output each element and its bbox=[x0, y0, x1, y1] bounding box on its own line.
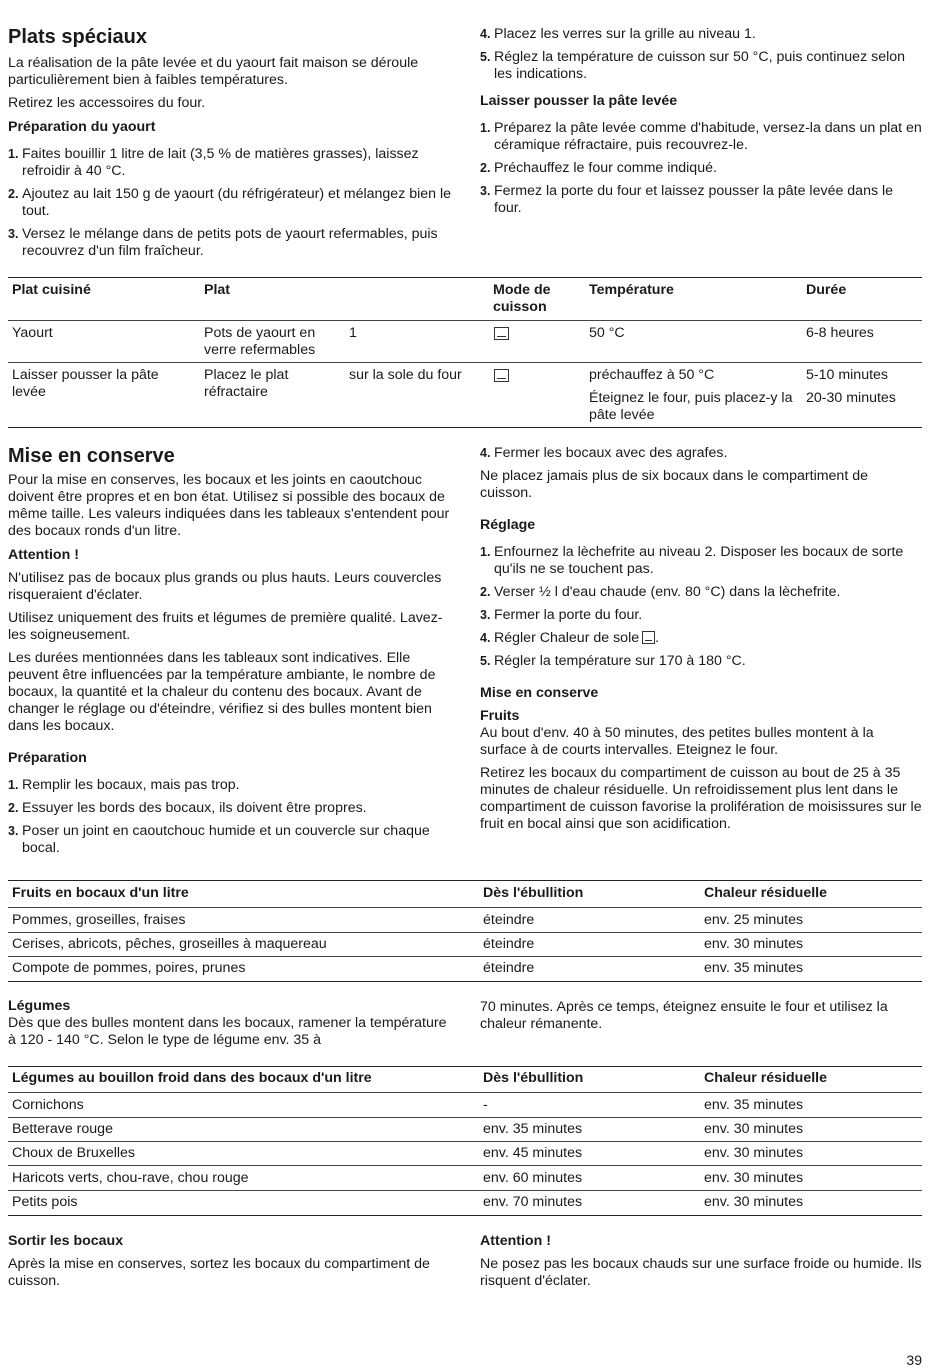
attention-heading: Attention ! bbox=[8, 547, 79, 563]
attention-text: N'utilisez pas de bocaux plus grands ou plus hauts. Leurs couvercles risqueraient d'éclater. bbox=[8, 570, 442, 603]
table-cell: env. 25 minutes bbox=[704, 912, 804, 928]
table-rule bbox=[8, 1092, 922, 1093]
sortir-heading: Sortir les bocaux bbox=[8, 1233, 124, 1249]
bottom-heat-icon bbox=[494, 369, 509, 382]
table-cell: env. 35 minutes bbox=[704, 1097, 804, 1113]
bottom-heat-icon bbox=[642, 631, 655, 644]
list-item bbox=[8, 226, 453, 260]
table-cell: env. 30 minutes bbox=[704, 1170, 804, 1186]
conserve-left-column bbox=[8, 444, 453, 857]
table-rule bbox=[8, 1066, 922, 1067]
step-text: Poser un joint en caoutchouc humide et un couvercle sur chaque bocal. bbox=[22, 823, 430, 856]
table-cell: éteindre bbox=[483, 960, 535, 976]
list-item bbox=[8, 777, 453, 794]
step-number: 2. bbox=[8, 187, 19, 201]
table-header: Fruits en bocaux d'un litre bbox=[12, 885, 189, 901]
table-rule bbox=[8, 427, 922, 428]
attention-text: Ne posez pas les bocaux chauds sur une surface froide ou humide. Ils risquent d'éclater. bbox=[480, 1256, 922, 1289]
table-cell: Cornichons bbox=[12, 1097, 84, 1113]
list-item bbox=[480, 26, 922, 43]
max-six-note: Ne placez jamais plus de six bocaux dans le compartiment de cuisson. bbox=[480, 468, 868, 501]
table-cell: éteindre bbox=[483, 912, 535, 928]
list-item bbox=[480, 183, 922, 217]
step-text: Placez les verres sur la grille au niveau 1. bbox=[494, 26, 756, 42]
table-rule bbox=[8, 277, 922, 278]
table-header: Chaleur résiduelle bbox=[704, 885, 828, 901]
plats-intro: La réalisation de la pâte levée et du yaourt fait maison se déroule particulièrement bien à faibles températures. bbox=[8, 55, 419, 88]
list-item bbox=[480, 120, 922, 154]
table-header: Mode de cuisson bbox=[493, 282, 551, 315]
step-text: Enfournez la lèchefrite au niveau 2. Disposer les bocaux de sorte qu'ils ne se touchent pas. bbox=[494, 544, 904, 577]
table-cell: 50 °C bbox=[589, 325, 625, 341]
step-text: Régler la température sur 170 à 180 °C. bbox=[494, 653, 746, 669]
yaourt-steps-list bbox=[8, 146, 453, 260]
table-cell: Cerises, abricots, pêches, groseilles à maquereau bbox=[12, 936, 327, 952]
table-rule bbox=[8, 1117, 922, 1118]
step-number: 4. bbox=[480, 446, 491, 460]
plats-remove: Retirez les accessoires du four. bbox=[8, 95, 206, 111]
table-cell: - bbox=[483, 1097, 488, 1113]
table-cell: Yaourt bbox=[12, 325, 53, 341]
step-number: 2. bbox=[480, 585, 491, 599]
table-rule bbox=[8, 932, 922, 933]
list-item bbox=[480, 445, 922, 462]
table-header: Chaleur résiduelle bbox=[704, 1070, 828, 1086]
table-cell: Compote de pommes, poires, prunes bbox=[12, 960, 246, 976]
table-cell: 5-10 minutes bbox=[806, 367, 889, 383]
list-item bbox=[480, 630, 922, 647]
step-number: 2. bbox=[8, 801, 19, 815]
table-header: Dès l'ébullition bbox=[483, 1070, 584, 1086]
table-cell: 6-8 heures bbox=[806, 325, 874, 341]
fruits-heading: Fruits bbox=[480, 708, 520, 724]
step-number: 5. bbox=[480, 50, 491, 64]
pate-heading: Laisser pousser la pâte levée bbox=[480, 93, 678, 109]
table-rule bbox=[8, 956, 922, 957]
step-text: Fermer la porte du four. bbox=[494, 607, 643, 623]
table-rule bbox=[8, 1215, 922, 1216]
step-text: Préchauffez le four comme indiqué. bbox=[494, 160, 717, 176]
table-cell: env. 45 minutes bbox=[483, 1145, 583, 1161]
plats-right-column bbox=[480, 26, 922, 217]
table-rule bbox=[8, 981, 922, 982]
step-number: 1. bbox=[8, 147, 19, 161]
list-item bbox=[480, 49, 922, 83]
table-cell: Placez le plat réfractaire bbox=[204, 367, 289, 400]
table-cell: env. 70 minutes bbox=[483, 1194, 583, 1210]
list-item bbox=[480, 653, 922, 670]
step-number: 3. bbox=[480, 184, 491, 198]
table-cell: Haricots verts, chou-rave, chou rouge bbox=[12, 1170, 249, 1186]
sortir-text: Après la mise en conserves, sortez les bocaux du compartiment de cuisson. bbox=[8, 1256, 430, 1289]
step-number: 2. bbox=[480, 161, 491, 175]
table-cell: Betterave rouge bbox=[12, 1121, 113, 1137]
table-header: Légumes au bouillon froid dans des bocaux d'un litre bbox=[12, 1070, 372, 1086]
list-item bbox=[8, 146, 453, 180]
list-item bbox=[8, 800, 453, 817]
attention-heading: Attention ! bbox=[480, 1233, 551, 1249]
table-header: Plat cuisiné bbox=[12, 282, 91, 298]
step-number: 5. bbox=[480, 654, 491, 668]
step-number: 1. bbox=[8, 778, 19, 792]
table-rule bbox=[8, 1190, 922, 1191]
table-header: Plat bbox=[204, 282, 231, 298]
step-number: 1. bbox=[480, 121, 491, 135]
preparation-heading: Préparation bbox=[8, 750, 87, 766]
table-header: Dès l'ébullition bbox=[483, 885, 584, 901]
table-cell: env. 35 minutes bbox=[704, 960, 804, 976]
legumes-right bbox=[480, 999, 922, 1033]
table-cell: Pommes, groseilles, fraises bbox=[12, 912, 186, 928]
step-text: Fermer les bocaux avec des agrafes. bbox=[494, 445, 728, 461]
table-cell: Petits pois bbox=[12, 1194, 78, 1210]
plats-title: Plats spéciaux bbox=[8, 26, 147, 48]
step-number: 1. bbox=[480, 545, 491, 559]
step-text: Préparez la pâte levée comme d'habitude, versez-la dans un plat en céramique réfractaire, puis recouvrez-le. bbox=[494, 120, 922, 153]
table-cell: 20-30 minutes bbox=[806, 390, 896, 406]
sortir-left bbox=[8, 1233, 453, 1290]
list-item bbox=[8, 823, 453, 857]
step-text: Régler Chaleur de sole bbox=[494, 630, 640, 646]
step-number: 3. bbox=[480, 608, 491, 622]
list-item bbox=[480, 607, 922, 624]
table-cell: préchauffez à 50 °C bbox=[589, 367, 715, 383]
legumes-text: 70 minutes. Après ce temps, éteignez ensuite le four et utilisez la chaleur rémanente. bbox=[480, 999, 888, 1032]
table-cell: env. 30 minutes bbox=[704, 1194, 804, 1210]
list-item bbox=[8, 186, 453, 220]
plats-left-column bbox=[8, 25, 453, 260]
table-cell: env. 35 minutes bbox=[483, 1121, 583, 1137]
table-cell: 1 bbox=[349, 325, 357, 341]
step-text: Versez le mélange dans de petits pots de yaourt refermables, puis recouvrez d'un film fraîcheur. bbox=[22, 226, 438, 259]
table-cell: sur la sole du four bbox=[349, 367, 462, 383]
table-rule bbox=[8, 1165, 922, 1166]
table-cell: env. 30 minutes bbox=[704, 936, 804, 952]
reglage-steps-list bbox=[480, 544, 922, 670]
step-text: Faites bouillir 1 litre de lait (3,5 % de matières grasses), laissez refroidir à 40 °C. bbox=[22, 146, 419, 179]
conserve-right-column bbox=[480, 445, 922, 833]
preparation-steps-list bbox=[8, 777, 453, 857]
table-cell: env. 30 minutes bbox=[704, 1121, 804, 1137]
preparation-steps-continued bbox=[480, 445, 922, 462]
fruits-text: Retirez les bocaux du compartiment de cuisson au bout de 25 à 35 minutes de chaleur résiduelle. Un refroidissement plus lent dans le compartiment de cuisson favorise la prolifération de moisissures sur le fruit en bocal ainsi que son acidification. bbox=[480, 765, 922, 832]
table-rule bbox=[8, 907, 922, 908]
step-number: 3. bbox=[8, 824, 19, 838]
step-number: 4. bbox=[480, 631, 491, 645]
table-header: Durée bbox=[806, 282, 847, 298]
step-text: Réglez la température de cuisson sur 50 °C, puis continuez selon les indications. bbox=[494, 49, 906, 82]
table-header: Température bbox=[589, 282, 674, 298]
page-number: 39 bbox=[906, 1352, 922, 1368]
step-text: Ajoutez au lait 150 g de yaourt (du réfrigérateur) et mélangez bien le tout. bbox=[22, 186, 452, 219]
conserve-title: Mise en conserve bbox=[8, 445, 175, 467]
bottom-heat-icon bbox=[494, 327, 509, 340]
reglage-heading: Réglage bbox=[480, 517, 536, 533]
legumes-text: Dès que des bulles montent dans les bocaux, ramener la température à 120 - 140 °C. Selon le type de légume env. 35 à bbox=[8, 1015, 447, 1048]
yaourt-steps-continued bbox=[480, 26, 922, 83]
table-cell: Choux de Bruxelles bbox=[12, 1145, 136, 1161]
step-number: 4. bbox=[480, 27, 491, 41]
table-rule bbox=[8, 362, 922, 363]
table-cell: env. 30 minutes bbox=[704, 1145, 804, 1161]
fruits-text: Au bout d'env. 40 à 50 minutes, des petites bulles montent à la surface à de courts intervalles. Eteignez le four. bbox=[480, 725, 874, 758]
step-text: Essuyer les bords des bocaux, ils doivent être propres. bbox=[22, 800, 367, 816]
list-item bbox=[480, 160, 922, 177]
yaourt-heading: Préparation du yaourt bbox=[8, 119, 156, 135]
table-rule bbox=[8, 320, 922, 321]
step-number: 3. bbox=[8, 227, 19, 241]
mise-en-conserve-heading: Mise en conserve bbox=[480, 685, 599, 701]
table-rule bbox=[8, 880, 922, 881]
legumes-left bbox=[8, 998, 453, 1049]
pate-steps-list bbox=[480, 120, 922, 217]
table-cell: Éteignez le four, puis placez-y la pâte levée bbox=[589, 390, 793, 423]
attention-text: Les durées mentionnées dans les tableaux sont indicatives. Elle peuvent être influencées par la température ambiante, le nombre de bocaux, la quantité et la chaleur du contenu des bocaux. Avant de changer le réglage ou d'éteindre, vérifiez si des bulles montent bien dans les bocaux. bbox=[8, 650, 436, 734]
step-text: Fermez la porte du four et laissez pousser la pâte levée dans le four. bbox=[494, 183, 894, 216]
step-suffix: . bbox=[655, 630, 660, 646]
attention-text: Utilisez uniquement des fruits et légumes de première qualité. Lavez-les soigneusement. bbox=[8, 610, 443, 643]
legumes-heading: Légumes bbox=[8, 998, 71, 1014]
table-cell: Pots de yaourt en verre refermables bbox=[204, 325, 316, 358]
step-text: Remplir les bocaux, mais pas trop. bbox=[22, 777, 240, 793]
table-rule bbox=[8, 1141, 922, 1142]
table-cell: env. 60 minutes bbox=[483, 1170, 583, 1186]
conserve-intro: Pour la mise en conserves, les bocaux et les joints en caoutchouc doivent être propres et en bon état. Utilisez si possible des bocaux de même taille. Les valeurs indiquées dans les tableaux s'entendent pour des bocaux ronds d'un litre. bbox=[8, 472, 450, 539]
step-text: Verser ½ l d'eau chaude (env. 80 °C) dans la lèchefrite. bbox=[494, 584, 841, 600]
sortir-right bbox=[480, 1233, 922, 1290]
table-cell: Laisser pousser la pâte levée bbox=[12, 367, 159, 400]
list-item bbox=[480, 584, 922, 601]
list-item bbox=[480, 544, 922, 578]
table-cell: éteindre bbox=[483, 936, 535, 952]
